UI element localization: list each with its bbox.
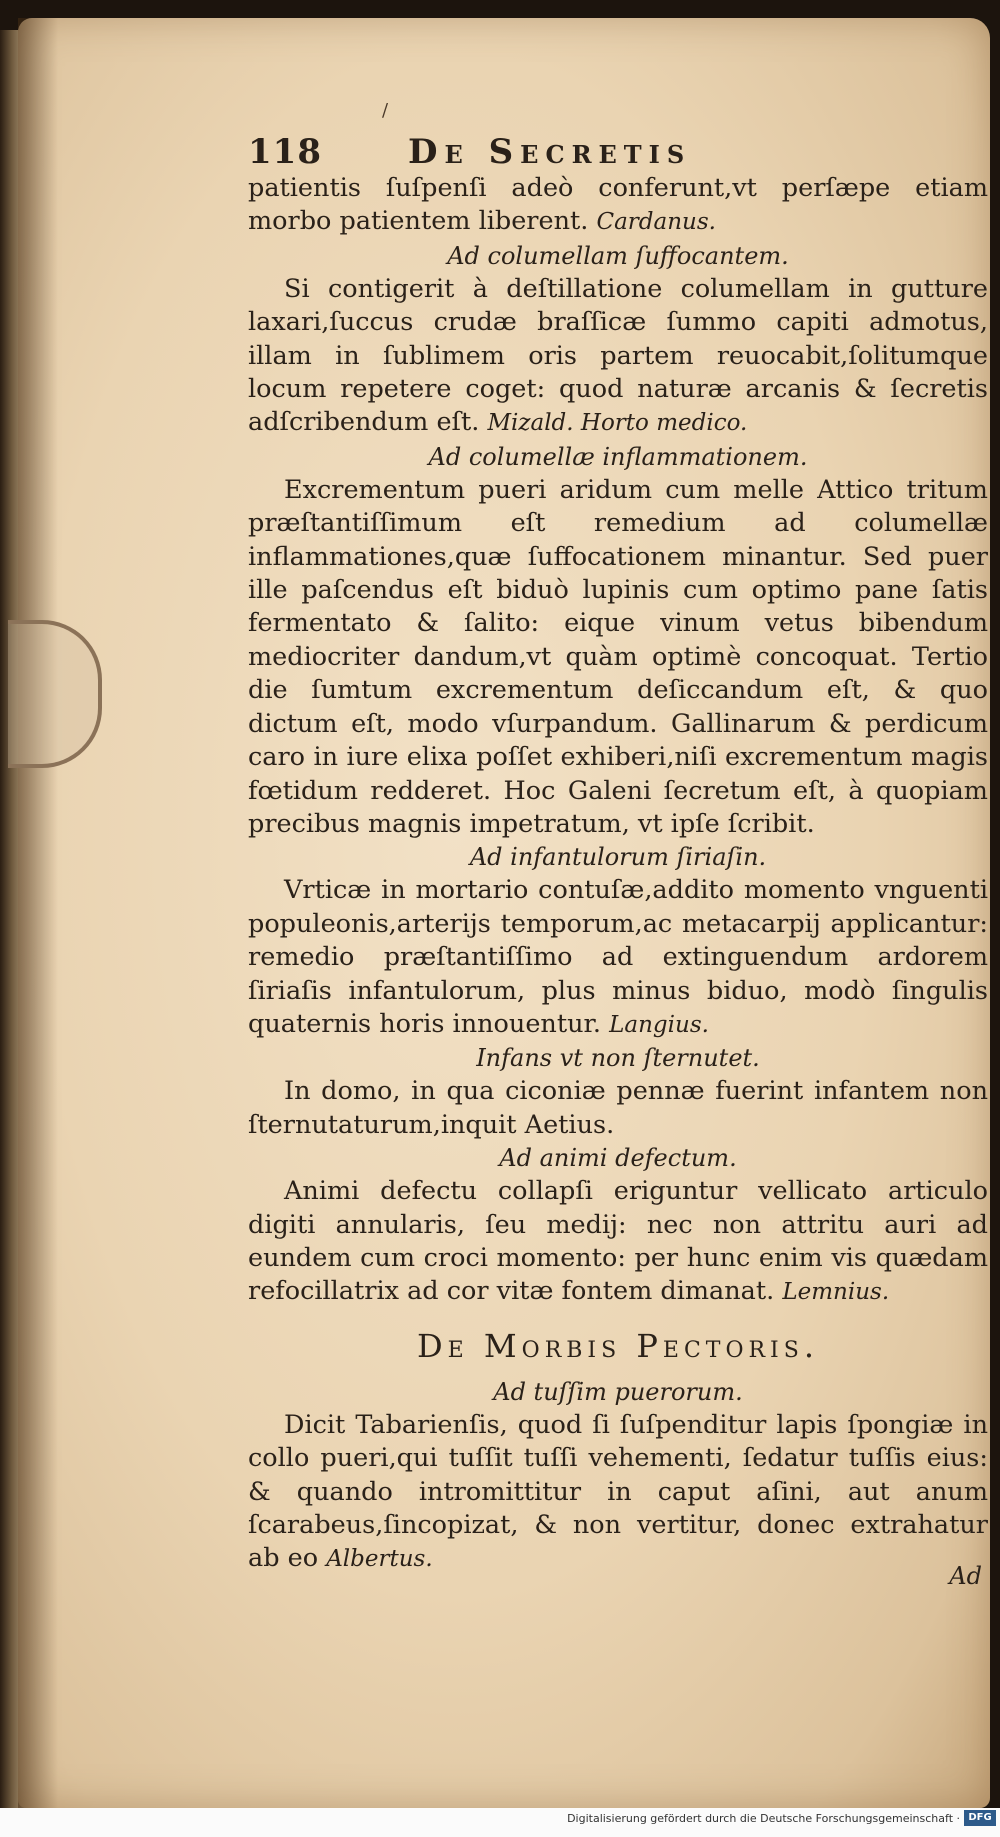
catchword: Ad xyxy=(949,1562,982,1590)
clasp-tab xyxy=(8,620,102,768)
body-paragraph xyxy=(248,1409,988,1577)
text-blocks xyxy=(248,172,988,1577)
paragraph-text: Animi defectu collapſi eriguntur vellicato articulo digiti annularis, ſeu medij: nec non attritu auri ad eundem cum croci momento: per hunc enim vis quædam refocillatrix ad cor vitæ fontem dimanat. xyxy=(248,1176,988,1307)
recipe-heading: Ad columellam ſuffocantem. xyxy=(447,241,789,270)
paragraph-text: Excrementum pueri aridum cum melle Attico tritum præſtantiſſimum eſt remedium ad columellæ inflammationes,quæ ſuffocationem minantur. Sed puer ille paſcendus eſt biduò lupinis cum optimo pane ſatis fermentato & ſalito: eique vinum vetus bibendum mediocriter dandum,vt quàm optimè concoquat. Tertio die ſumtum excrementum deſiccandum eſt, & quo dictum eſt, modo vſurpandum. Gallinarum & perdicum caro in iure elixa poſſet exhiberi,niſi excrementum magis fœtidum redderet. Hoc Galeni ſecretum eſt, à quopiam precibus magnis impetratum, vt ipſe ſcribit. xyxy=(248,474,988,839)
recipe-heading: Infans vt non ſternutet. xyxy=(476,1044,760,1073)
paragraph-text: In domo, in qua ciconiæ pennæ fuerint infantem non ſternutaturum,inquit Aetius. xyxy=(248,1076,988,1140)
source-author: Albertus. xyxy=(326,1546,433,1573)
page-header xyxy=(248,132,988,172)
running-head: De Secretis xyxy=(408,132,692,172)
body-paragraph xyxy=(248,874,988,1042)
body-paragraph xyxy=(248,474,988,841)
top-mark: / xyxy=(382,100,389,121)
page-content xyxy=(248,132,988,1577)
recipe-heading: Ad tuſſim puerorum. xyxy=(493,1377,743,1406)
gutter-shadow xyxy=(18,18,58,1808)
footer-credit: Digitalisierung gefördert durch die Deutsche Forschungsgemeinschaft · xyxy=(567,1812,960,1825)
recipe-heading: Ad infantulorum ſiriaſin. xyxy=(469,843,767,872)
body-paragraph xyxy=(248,1175,988,1310)
body-paragraph xyxy=(248,273,988,441)
body-paragraph xyxy=(248,172,988,240)
recipe-heading: Ad columellæ inflammationem. xyxy=(428,442,808,471)
paragraph-text: Vrticæ in mortario contuſæ,addito momento vnguenti populeonis,arterijs temporum,ac metacarpij applicantur: remedio præſtantiſſimo ad extinguendum ardorem ſiriaſis infantulorum, plus minus biduo, modò ſingulis quaternis horis innouentur. xyxy=(248,875,988,1039)
section-title: De Morbis Pectoris. xyxy=(417,1326,819,1365)
source-author: Langius. xyxy=(609,1011,709,1038)
source-author: Cardanus. xyxy=(596,209,716,236)
dfg-logo: DFG xyxy=(964,1810,996,1826)
recipe-heading: Ad animi defectum. xyxy=(499,1144,737,1173)
paragraph-text: Si contigerit à deſtillatione columellam in gutture laxari,ſuccus crudæ braſſicæ ſummo capiti admotus, illam in ſublimem oris partem reuocabit,ſolitumque locum repetere coget: quod naturæ arcanis & ſecretis adſcribendum eſt. xyxy=(248,273,988,438)
source-author: Lemnius. xyxy=(782,1279,890,1306)
body-paragraph xyxy=(248,1075,988,1142)
paragraph-text: patientis ſuſpenſi adeò conferunt,vt perſæpe etiam morbo patientem liberent. xyxy=(248,173,988,237)
paragraph-text: Dicit Tabarienſis, quod ſi ſuſpenditur lapis ſpongiæ in collo pueri,qui tuſſit tuſſi vehementi, ſedatur tuſſis eius: & quando intromittitur in caput aſini, aut anum ſcarabeus,ſincopizat, & non vertitur, donec extrahatur ab eo xyxy=(248,1409,988,1574)
page-number: 118 xyxy=(248,132,322,172)
source-author: Mizald. Horto medico. xyxy=(487,410,748,437)
